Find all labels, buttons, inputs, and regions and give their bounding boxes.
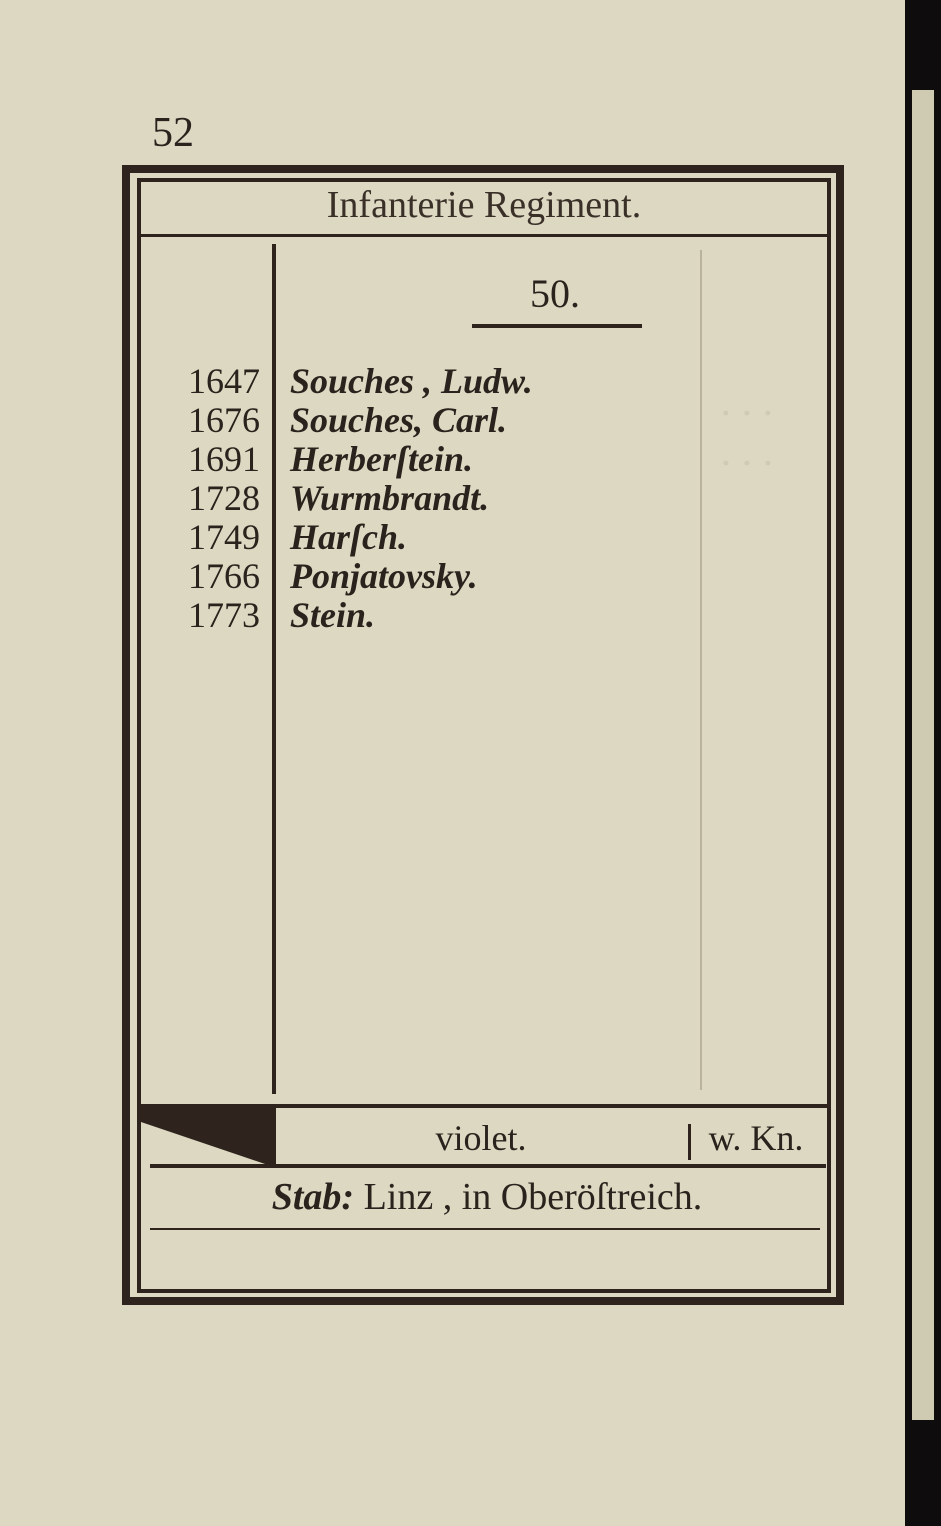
regiment-number: 50.: [530, 271, 580, 316]
commander-name: Souches , Ludw.: [290, 361, 533, 401]
entry-year: 1773: [188, 595, 260, 635]
stab-label: Stab:: [271, 1176, 355, 1218]
commander-name: Wurmbrandt.: [290, 478, 490, 518]
entry-year: 1728: [188, 478, 260, 518]
year-column-divider: [272, 244, 276, 1094]
entry-year: 1647: [188, 361, 260, 401]
regiment-number-underline: [472, 324, 642, 328]
stab-line: [150, 1172, 824, 1222]
button-metal: w. Kn.: [708, 1118, 804, 1158]
show-through: · · ·: [720, 441, 773, 487]
table-heading: Infanterie Regiment.: [326, 184, 642, 226]
year-column: [160, 362, 260, 635]
uniform-row-bottom-rule: [150, 1164, 826, 1168]
entry-year: 1676: [188, 400, 260, 440]
commander-name: Herberſtein.: [290, 439, 473, 479]
page-number: 52: [152, 110, 194, 156]
commander-name: Ponjatovsky.: [290, 556, 478, 596]
next-page-edge: [912, 90, 934, 1420]
stab-location: Linz , in Oberöſtreich.: [363, 1176, 703, 1218]
facing-color: violet.: [435, 1118, 527, 1158]
entry-year: 1766: [188, 556, 260, 596]
commander-name: Souches, Carl.: [290, 400, 508, 440]
commander-column: [290, 362, 710, 635]
entry-year: 1691: [188, 439, 260, 479]
entry-year: 1749: [188, 517, 260, 557]
facing-color-swatch: [141, 1108, 276, 1166]
show-through: · · ·: [720, 391, 773, 437]
heading-divider: [141, 234, 827, 237]
commander-name: Stein.: [290, 595, 376, 635]
commander-name: Harſch.: [290, 517, 407, 557]
stab-underline: [150, 1228, 820, 1230]
